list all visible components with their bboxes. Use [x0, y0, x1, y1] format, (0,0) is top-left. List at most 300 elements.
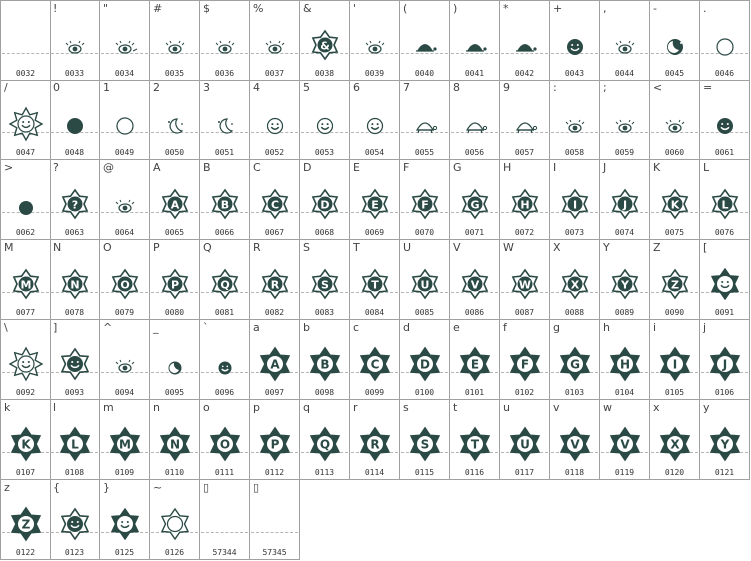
svg-text:M: M [20, 278, 32, 292]
star-letter-icon [454, 260, 496, 302]
glyph-character: 7 [403, 81, 410, 94]
glyph-cell [200, 240, 250, 320]
star-letter-icon [354, 180, 396, 222]
svg-text:Y: Y [720, 437, 730, 452]
glyph-character: j [703, 321, 707, 334]
glyph-code: 0048 [64, 148, 85, 157]
glyph-code: 0032 [15, 69, 36, 78]
eye-icon [104, 180, 146, 222]
glyph-character: 8 [453, 81, 460, 94]
glyph-code: 0117 [514, 468, 535, 477]
turtle-dome-icon [454, 21, 496, 63]
glyph-code: 0103 [564, 388, 585, 397]
glyph-character: g [553, 321, 560, 334]
glyph-cell [100, 400, 150, 480]
svg-text:&: & [320, 39, 330, 53]
glyph-cell [250, 320, 300, 400]
glyph-cell [200, 480, 250, 560]
glyph-character: # [153, 2, 163, 15]
glyph-character: : [553, 81, 557, 94]
glyph-cell [550, 80, 600, 160]
glyph-code: 0068 [314, 228, 335, 237]
glyph-character: 5 [303, 81, 310, 94]
glyph-cell [700, 400, 750, 480]
blank-icon [5, 21, 47, 63]
glyph-cell [250, 0, 300, 81]
glyph-code: 0083 [314, 308, 335, 317]
moon-outline-icon [154, 100, 196, 142]
star-smiley-outline-icon [54, 340, 96, 382]
glyph-character: F [403, 161, 410, 174]
glyph-cell [650, 240, 700, 320]
sun-smiley-icon [5, 340, 47, 382]
glyph-code: 0125 [114, 548, 135, 557]
glyph-character: 0 [53, 81, 60, 94]
glyph-cell [0, 0, 51, 81]
glyph-code: 0052 [264, 148, 285, 157]
star-letter-filled-icon [504, 420, 546, 462]
star-letter-icon [604, 260, 646, 302]
glyph-code: 0098 [314, 388, 335, 397]
blank-icon [254, 500, 296, 542]
glyph-cell [300, 160, 350, 240]
star-letter-icon [404, 180, 446, 222]
glyph-cell [400, 160, 450, 240]
glyph-cell [400, 240, 450, 320]
glyph-character: 3 [203, 81, 210, 94]
glyph-character: \ [4, 321, 8, 334]
glyph-code: 0044 [614, 69, 635, 78]
eye-wink-icon [104, 21, 146, 63]
turtle-outline-icon [404, 100, 446, 142]
glyph-character: n [153, 401, 160, 414]
glyph-code: 0095 [164, 388, 185, 397]
star-letter-icon [204, 260, 246, 302]
eye-icon [54, 21, 96, 63]
glyph-code: 0121 [714, 468, 735, 477]
glyph-character: D [303, 161, 312, 174]
glyph-code: 0041 [464, 69, 485, 78]
svg-text:M: M [119, 437, 131, 452]
star-letter-filled-icon [354, 340, 396, 382]
glyph-code: 0110 [164, 468, 185, 477]
glyph-cell [0, 480, 51, 560]
svg-text:W: W [518, 278, 532, 292]
glyph-cell [50, 320, 100, 400]
svg-text:N: N [169, 437, 181, 452]
star-letter-icon [504, 260, 546, 302]
glyph-code: 0051 [214, 148, 235, 157]
star-letter-filled-icon [704, 340, 746, 382]
glyph-character: _ [153, 321, 159, 334]
glyph-cell [200, 80, 250, 160]
glyph-code: 0108 [64, 468, 85, 477]
glyph-code: 0049 [114, 148, 135, 157]
svg-text:P: P [170, 278, 180, 292]
glyph-code: 0105 [664, 388, 685, 397]
svg-text:C: C [370, 357, 380, 372]
glyph-character: y [703, 401, 710, 414]
eye-icon [254, 21, 296, 63]
glyph-cell [50, 480, 100, 560]
star-smiley-filled-icon [104, 500, 146, 542]
glyph-code: 0035 [164, 69, 185, 78]
svg-text:R: R [370, 437, 380, 452]
glyph-code: 0077 [15, 308, 36, 317]
glyph-character: U [403, 241, 412, 254]
svg-text:N: N [70, 278, 80, 292]
glyph-cell [350, 240, 400, 320]
glyph-cell [700, 240, 750, 320]
glyph-cell [350, 400, 400, 480]
glyph-cell [100, 480, 150, 560]
glyph-code: 0060 [664, 148, 685, 157]
glyph-character: * [503, 2, 509, 15]
star-letter-icon [304, 21, 346, 63]
circle-filled-icon [54, 100, 96, 142]
glyph-code: 0101 [464, 388, 485, 397]
glyph-cell [150, 80, 200, 160]
glyph-character: C [253, 161, 261, 174]
glyph-cell [550, 160, 600, 240]
glyph-cell [100, 240, 150, 320]
turtle-dome-icon [504, 21, 546, 63]
star-letter-filled-icon [5, 500, 47, 542]
glyph-cell [700, 0, 750, 81]
smiley-outline-icon [354, 100, 396, 142]
glyph-character: V [453, 241, 461, 254]
moon-small-icon [154, 340, 196, 382]
svg-text:I: I [572, 198, 578, 212]
glyph-code: 0038 [314, 69, 335, 78]
glyph-character: Q [203, 241, 212, 254]
svg-text:X: X [570, 278, 580, 292]
glyph-code: 57345 [262, 548, 287, 557]
svg-text:G: G [570, 357, 580, 372]
glyph-code: 0072 [514, 228, 535, 237]
glyph-character: A [153, 161, 161, 174]
glyph-character: X [553, 241, 561, 254]
glyph-code: 0086 [464, 308, 485, 317]
glyph-character: ? [53, 161, 59, 174]
glyph-cell [700, 160, 750, 240]
glyph-character: % [253, 2, 264, 15]
glyph-cell [150, 240, 200, 320]
svg-text:E: E [470, 357, 480, 372]
glyph-cell [50, 80, 100, 160]
svg-text:K: K [670, 198, 680, 212]
glyph-code: 0126 [164, 548, 185, 557]
glyph-cell [100, 160, 150, 240]
glyph-code: 0096 [214, 388, 235, 397]
glyph-cell [650, 400, 700, 480]
turtle-outline-icon [504, 100, 546, 142]
star-letter-filled-icon [704, 420, 746, 462]
glyph-code: 0090 [664, 308, 685, 317]
circle-outline-icon [104, 100, 146, 142]
svg-text:Y: Y [621, 278, 629, 292]
glyph-code: 0037 [264, 69, 285, 78]
eye-icon [154, 21, 196, 63]
glyph-code: 0111 [214, 468, 235, 477]
glyph-cell [400, 0, 450, 81]
eye-icon [604, 100, 646, 142]
glyph-character: o [203, 401, 210, 414]
glyph-character: / [4, 81, 8, 94]
glyph-code: 0079 [114, 308, 135, 317]
svg-text:Q: Q [319, 437, 331, 452]
glyph-character: k [4, 401, 11, 414]
svg-text:U: U [520, 437, 530, 452]
glyph-cell [200, 0, 250, 81]
glyph-cell [600, 160, 650, 240]
glyph-code: 0059 [614, 148, 635, 157]
glyph-code: 0076 [714, 228, 735, 237]
star-letter-icon [554, 180, 596, 222]
svg-text:Z: Z [671, 278, 679, 292]
glyph-code: 0053 [314, 148, 335, 157]
glyph-cell [500, 240, 550, 320]
turtle-dome-icon [404, 21, 446, 63]
glyph-cell [50, 0, 100, 81]
glyph-code: 0061 [714, 148, 735, 157]
glyph-character: & [303, 2, 312, 15]
svg-text:X: X [670, 437, 680, 452]
star-letter-filled-icon [254, 420, 296, 462]
glyph-cell [500, 160, 550, 240]
glyph-cell [50, 160, 100, 240]
glyph-cell [500, 0, 550, 81]
glyph-cell [550, 0, 600, 81]
glyph-code: 0116 [464, 468, 485, 477]
star-letter-filled-icon [404, 340, 446, 382]
glyph-character: 4 [253, 81, 260, 94]
glyph-code: 0082 [264, 308, 285, 317]
circle-outline-icon [704, 21, 746, 63]
glyph-cell [250, 240, 300, 320]
smiley-outline-icon [304, 100, 346, 142]
star-letter-filled-icon [554, 340, 596, 382]
glyph-code: 0034 [114, 69, 135, 78]
glyph-code: 0067 [264, 228, 285, 237]
star-letter-filled-icon [304, 340, 346, 382]
glyph-cell [50, 400, 100, 480]
glyph-character: 2 [153, 81, 160, 94]
glyph-code: 0123 [64, 548, 85, 557]
glyph-code: 0033 [64, 69, 85, 78]
glyph-cell [400, 80, 450, 160]
glyph-cell [650, 80, 700, 160]
glyph-character: @ [103, 161, 114, 174]
star-letter-filled-icon [204, 420, 246, 462]
glyph-cell [250, 160, 300, 240]
glyph-character: q [303, 401, 310, 414]
glyph-cell [500, 80, 550, 160]
svg-text:F: F [421, 198, 429, 212]
glyph-character: G [453, 161, 462, 174]
glyph-character: { [53, 481, 60, 494]
glyph-cell [300, 0, 350, 81]
glyph-code: 0080 [164, 308, 185, 317]
glyph-character: ▯ [203, 481, 210, 494]
glyph-character: l [53, 401, 57, 414]
glyph-cell [300, 400, 350, 480]
eye-icon [554, 100, 596, 142]
glyph-character: ; [603, 81, 607, 94]
glyph-code: 0050 [164, 148, 185, 157]
star-letter-filled-icon [504, 340, 546, 382]
star-letter-filled-icon [354, 420, 396, 462]
glyph-cell [450, 240, 500, 320]
sun-smiley-icon [5, 100, 47, 142]
eye-icon [354, 21, 396, 63]
glyph-character: + [553, 2, 563, 15]
glyph-cell [400, 400, 450, 480]
glyph-code: 0042 [514, 69, 535, 78]
glyph-code: 0039 [364, 69, 385, 78]
star-letter-icon [204, 180, 246, 222]
svg-text:P: P [270, 437, 280, 452]
star-smiley-outline-icon [54, 500, 96, 542]
glyph-character: . [703, 2, 707, 15]
glyph-code: 0045 [664, 69, 685, 78]
glyph-cell [100, 80, 150, 160]
star-letter-filled-icon [5, 420, 47, 462]
glyph-character: 1 [103, 81, 110, 94]
glyph-cell [650, 320, 700, 400]
glyph-character: I [553, 161, 557, 174]
glyph-code: 0118 [564, 468, 585, 477]
svg-text:A: A [170, 198, 180, 212]
smiley-small-icon [204, 340, 246, 382]
glyph-character: W [503, 241, 514, 254]
glyph-cell [100, 320, 150, 400]
glyph-character: S [303, 241, 310, 254]
glyph-code: 0088 [564, 308, 585, 317]
glyph-cell [450, 0, 500, 81]
glyph-character: 9 [503, 81, 510, 94]
star-letter-filled-icon [554, 420, 596, 462]
svg-text:S: S [420, 437, 430, 452]
glyph-character: f [503, 321, 507, 334]
glyph-character: w [603, 401, 612, 414]
star-circle-icon [154, 500, 196, 542]
glyph-code: 0040 [414, 69, 435, 78]
moon-outline-icon [204, 100, 246, 142]
glyph-code: 0063 [64, 228, 85, 237]
svg-text:U: U [420, 278, 430, 292]
glyph-code: 0047 [15, 148, 36, 157]
glyph-cell [0, 320, 51, 400]
glyph-cell [0, 80, 51, 160]
glyph-character: ] [53, 321, 58, 334]
star-letter-icon [54, 260, 96, 302]
star-letter-filled-icon [604, 340, 646, 382]
glyph-code: 0066 [214, 228, 235, 237]
glyph-character: e [453, 321, 460, 334]
glyph-code: 0036 [214, 69, 235, 78]
star-letter-icon [154, 260, 196, 302]
glyph-cell [200, 400, 250, 480]
glyph-character: H [503, 161, 512, 174]
glyph-code: 0074 [614, 228, 635, 237]
glyph-character: O [103, 241, 112, 254]
glyph-character: B [203, 161, 211, 174]
svg-text:?: ? [71, 198, 79, 212]
glyph-cell [600, 80, 650, 160]
glyph-character: M [4, 241, 14, 254]
glyph-character: T [353, 241, 360, 254]
svg-text:L: L [71, 437, 79, 452]
glyph-cell [0, 400, 51, 480]
glyph-code: 0058 [564, 148, 585, 157]
glyph-character: z [4, 481, 10, 494]
star-letter-icon [254, 260, 296, 302]
glyph-character: x [653, 401, 660, 414]
glyph-character: Z [653, 241, 661, 254]
glyph-cell [350, 160, 400, 240]
glyph-cell [250, 80, 300, 160]
svg-text:A: A [270, 357, 280, 372]
glyph-cell [100, 0, 150, 81]
svg-text:J: J [722, 357, 728, 372]
glyph-code: 0097 [264, 388, 285, 397]
svg-text:T: T [371, 278, 379, 292]
glyph-cell [250, 480, 300, 560]
glyph-character: - [653, 2, 657, 15]
glyph-code: 0054 [364, 148, 385, 157]
eye-icon [654, 100, 696, 142]
glyph-character: h [603, 321, 610, 334]
glyph-character: ▯ [253, 481, 260, 494]
star-letter-filled-icon [154, 420, 196, 462]
svg-text:V: V [570, 437, 580, 452]
glyph-character: u [503, 401, 510, 414]
glyph-character: = [703, 81, 713, 94]
glyph-code: 0102 [514, 388, 535, 397]
glyph-character: L [703, 161, 710, 174]
glyph-cell [450, 320, 500, 400]
glyph-code: 0091 [714, 308, 735, 317]
glyph-cell [700, 320, 750, 400]
glyph-cell [0, 160, 51, 240]
turtle-outline-icon [454, 100, 496, 142]
glyph-character: P [153, 241, 160, 254]
glyph-cell [600, 0, 650, 81]
svg-text:S: S [321, 278, 329, 292]
glyph-cell [650, 160, 700, 240]
star-letter-filled-icon [604, 420, 646, 462]
glyph-cell [350, 80, 400, 160]
glyph-code: 0073 [564, 228, 585, 237]
star-letter-filled-icon [54, 420, 96, 462]
glyph-cell [600, 400, 650, 480]
glyph-cell [700, 80, 750, 160]
star-letter-icon [254, 180, 296, 222]
glyph-character: s [403, 401, 409, 414]
smiley-outline-icon [254, 100, 296, 142]
glyph-cell [550, 240, 600, 320]
star-letter-icon [654, 180, 696, 222]
svg-text:V: V [470, 278, 480, 292]
smiley-filled-icon [704, 100, 746, 142]
glyph-cell [550, 400, 600, 480]
star-letter-icon [554, 260, 596, 302]
svg-text:O: O [219, 437, 231, 452]
glyph-cell [600, 240, 650, 320]
star-smiley-filled-icon [704, 260, 746, 302]
glyph-cell [600, 320, 650, 400]
